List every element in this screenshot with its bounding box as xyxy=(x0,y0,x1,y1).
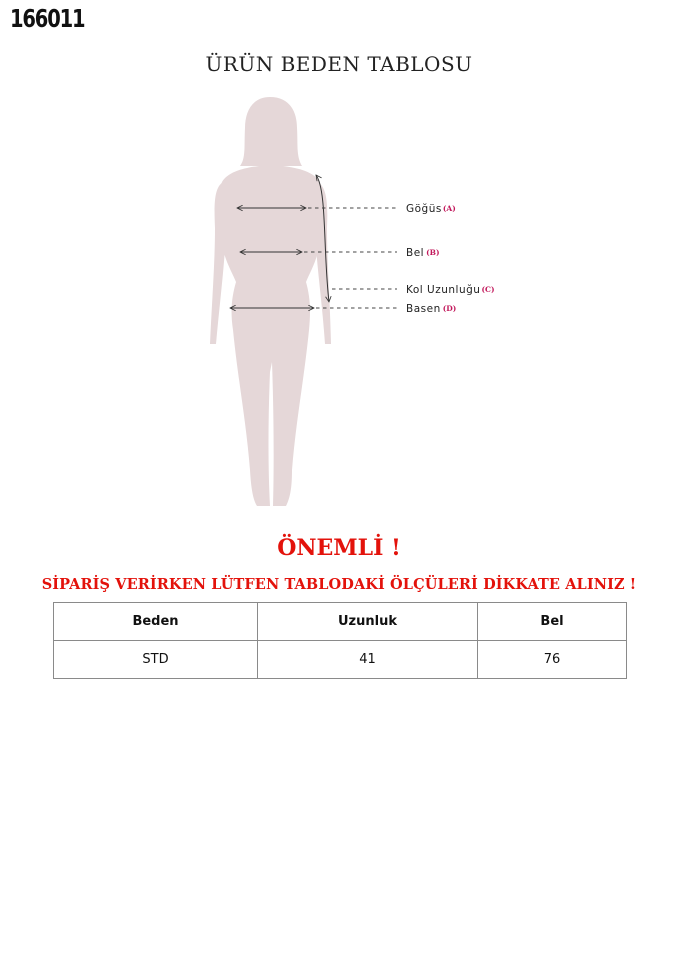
product-code: 166011 xyxy=(10,4,85,33)
header-size: Beden xyxy=(54,603,258,641)
important-heading: ÖNEMLİ ! xyxy=(277,535,401,561)
table-row xyxy=(54,641,627,679)
bust-label: Göğüs(A) xyxy=(406,203,456,215)
cell-length: 41 xyxy=(258,641,478,679)
size-table xyxy=(53,602,627,679)
cell-waist: 76 xyxy=(478,641,627,679)
header-length: Uzunluk xyxy=(258,603,478,641)
waist-label: Bel (B) xyxy=(406,247,440,259)
arm-length-label: Kol Uzunluğu(C) xyxy=(406,284,495,296)
cell-size: STD xyxy=(54,641,258,679)
page-title: ÜRÜN BEDEN TABLOSU xyxy=(205,52,473,76)
silhouette-icon xyxy=(210,97,331,506)
hip-label: Basen (D) xyxy=(406,303,457,315)
header-waist: Bel xyxy=(478,603,627,641)
table-header-row xyxy=(54,603,627,641)
warning-message: SİPARİŞ VERİRKEN LÜTFEN TABLODAKİ ÖLÇÜLERİ DİKKATE ALINIZ ! xyxy=(41,576,637,593)
